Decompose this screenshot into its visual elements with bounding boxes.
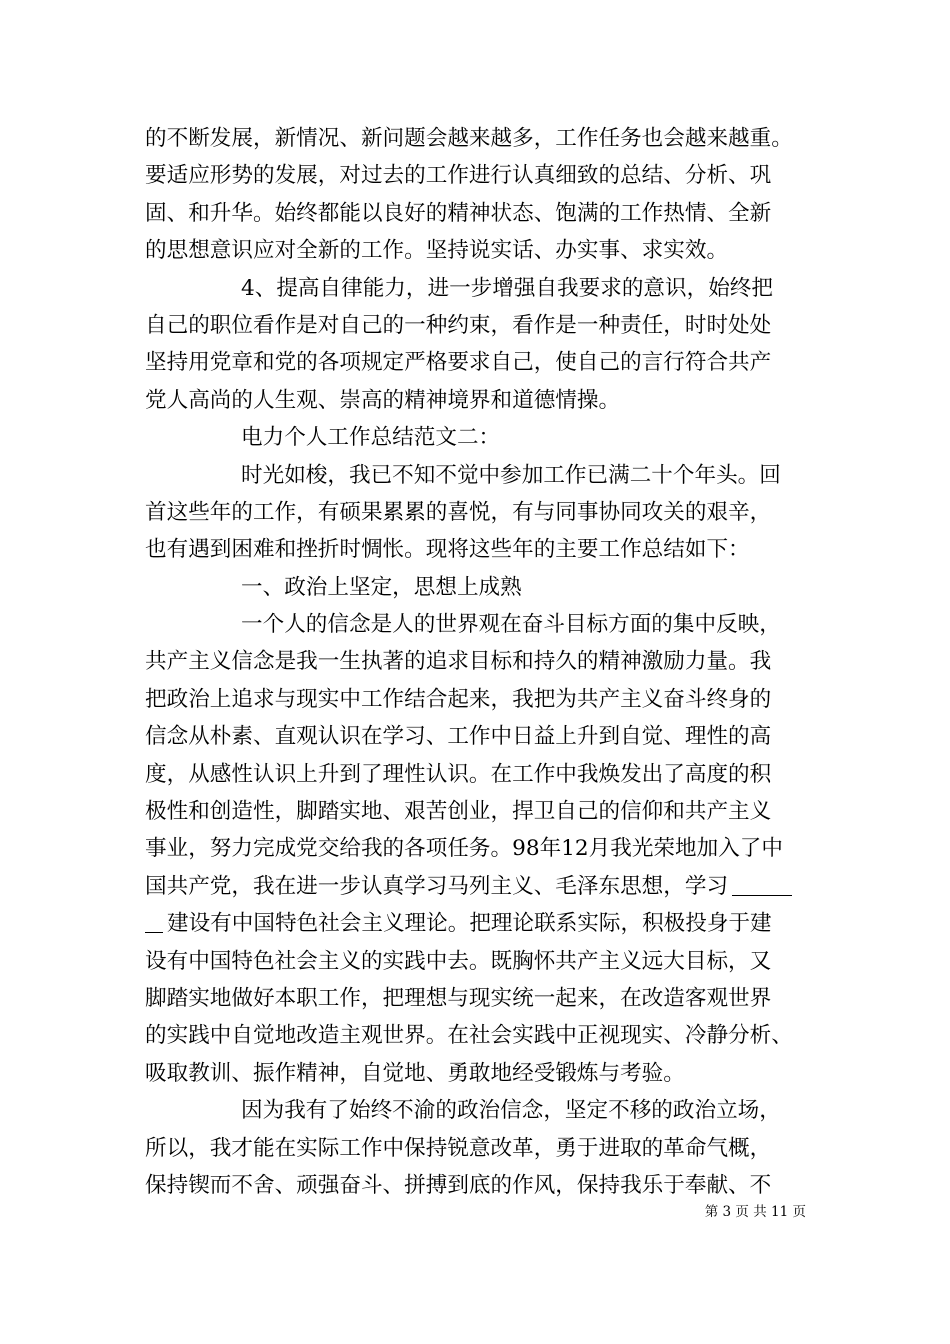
paragraph-start-line: 4、提高自律能力，进一步增强自我要求的意识，始终把 bbox=[241, 275, 773, 301]
text-line: 保持锲而不舍、顽强奋斗、拼搏到底的作风，保持我乐于奉献、不 bbox=[145, 1172, 772, 1198]
text-line bbox=[145, 905, 807, 942]
body-text bbox=[145, 120, 807, 1204]
text-line: 脚踏实地做好本职工作，把理想与现实统一起来，在改造客观世界 bbox=[145, 985, 772, 1011]
paragraph-start-line: 一个人的信念是人的世界观在奋斗目标方面的集中反映， bbox=[241, 612, 781, 638]
text-line: 所以，我才能在实际工作中保持锐意改革，勇于进取的革命气概， bbox=[145, 1135, 772, 1161]
text-line bbox=[145, 868, 807, 905]
text-line: 的实践中自觉地改造主观世界。在社会实践中正视现实、冷静分析、 bbox=[145, 1023, 793, 1049]
section-heading: 电力个人工作总结范文二： bbox=[241, 425, 501, 451]
text-line: 固、和升华。始终都能以良好的精神状态、饱满的工作热情、全新 bbox=[145, 200, 772, 226]
paragraph-start-line: 因为我有了始终不渝的政治信念，坚定不移的政治立场， bbox=[241, 1098, 781, 1124]
page-number-footer: 第 3 页 共 11 页 bbox=[704, 1204, 806, 1220]
text-line: 信念从朴素、直观认识在学习、工作中日益上升到自觉、理性的高 bbox=[145, 724, 772, 750]
text-line: 也有遇到困难和挫折时惆怅。现将这些年的主要工作总结如下： bbox=[145, 537, 750, 563]
text-line: 坚持用党章和党的各项规定严格要求自己，使自己的言行符合共产 bbox=[145, 350, 772, 376]
subsection-heading: 一、政治上坚定，思想上成熟 bbox=[241, 574, 522, 600]
text-line: 自己的职位看作是对自己的一种约束，看作是一种责任，时时处处 bbox=[145, 312, 772, 338]
text-line: 的不断发展，新情况、新问题会越来越多，工作任务也会越来越重。 bbox=[145, 126, 793, 151]
paragraph-start-line: 时光如梭，我已不知不觉中参加工作已满二十个年头。回 bbox=[241, 462, 781, 488]
text-line: 首这些年的工作，有硕果累累的喜悦，有与同事协同攻关的艰辛， bbox=[145, 499, 772, 525]
text-line: 要适应形势的发展，对过去的工作进行认真细致的总结、分析、巩 bbox=[145, 163, 772, 189]
text-line: 吸取教训、振作精神，自觉地、勇敢地经受锻炼与考验。 bbox=[145, 1060, 685, 1086]
text-line: 设有中国特色社会主义的实践中去。既胸怀共产主义远大目标，又 bbox=[145, 948, 772, 974]
fill-in-blank bbox=[732, 871, 792, 896]
text-line-segment: 国共产党，我在进一步认真学习马列主义、毛泽东思想，学习 bbox=[145, 873, 729, 899]
text-line: 度，从感性认识上升到了理性认识。在工作中我焕发出了高度的积 bbox=[145, 761, 772, 787]
text-line: 把政治上追求与现实中工作结合起来，我把为共产主义奋斗终身的 bbox=[145, 686, 772, 712]
text-line-segment: 建设有中国特色社会主义理论。把理论联系实际，积极投身于建 bbox=[167, 911, 772, 937]
fill-in-blank bbox=[145, 909, 163, 934]
text-line: 共产主义信念是我一生执著的追求目标和持久的精神激励力量。我 bbox=[145, 649, 772, 675]
text-line: 极性和创造性，脚踏实地、艰苦创业，捍卫自己的信仰和共产主义 bbox=[145, 799, 772, 825]
text-line: 事业，努力完成党交给我的各项任务。98年12月我光荣地加入了中 bbox=[145, 836, 783, 862]
text-line: 的思想意识应对全新的工作。坚持说实话、办实事、求实效。 bbox=[145, 238, 729, 264]
text-line: 党人高尚的人生观、崇高的精神境界和道德情操。 bbox=[145, 387, 621, 413]
